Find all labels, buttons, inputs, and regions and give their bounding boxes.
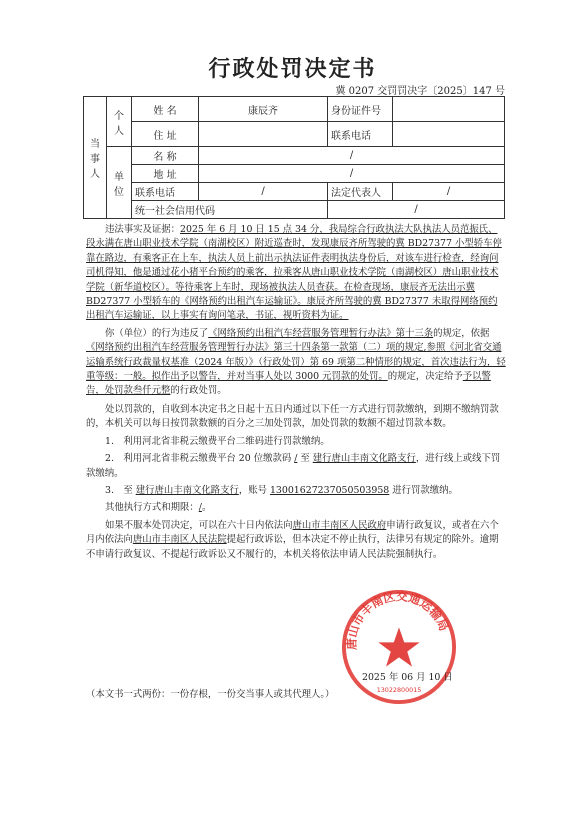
payment-intro: 处以罚款的，自收到本决定书之日起十五日内通过以下任一方式进行罚款缴纳，到期不缴纳罚款的，本机关可以每日按罚款数额的百分之三加处罚款，加处罚款的数额不超过罚款本数。: [86, 403, 499, 430]
svg-text:13022800015: 13022800015: [376, 686, 422, 695]
penalty-decision: 予以警告，处罚款叁仟元整: [86, 371, 491, 397]
payment-method-2: 2. 利用河北省非税云缴费平台 20 位缴款码 / 至 建行唐山丰南文化路支行，进行线上或线下罚款缴纳。: [86, 453, 501, 479]
svg-text:唐山市丰南区交通运输局: 唐山市丰南区交通运输局: [344, 589, 452, 650]
legal-rep-value: /: [393, 183, 505, 201]
issue-date: 2025 年 06 月 10 日: [362, 672, 453, 683]
other-execution: 其他执行方式和期限：/。: [105, 502, 212, 514]
payment-method-3: 3. 至 建行唐山丰南文化路支行，账号 13001627237050503958 进行罚款缴纳。: [105, 484, 458, 496]
party-info-table: [83, 96, 505, 219]
credit-code-label: 统一社会信用代码: [132, 201, 328, 219]
name-value: 康辰齐: [199, 97, 328, 122]
footer-note: （本文书一式两份：一份存根，一份交当事人或其代理人。）: [86, 689, 335, 700]
phone-label: 联系电话: [328, 122, 393, 147]
bank-name: 建行唐山丰南文化路支行: [312, 453, 416, 465]
document-number: 冀 0207 交罚罚决字〔2025〕147 号: [335, 86, 505, 97]
credit-code-value: /: [328, 201, 505, 219]
payment-method-1: 1. 利用河北省非税云缴费平台二维码进行罚款缴纳。: [105, 435, 330, 447]
phone-value: [393, 122, 505, 147]
document-title: 行政处罚决定书: [208, 57, 377, 82]
unit-phone-value: /: [199, 183, 328, 201]
unit-label: 单位: [107, 147, 132, 219]
name-label: 姓 名: [132, 97, 199, 122]
unit-address-label: 地 址: [132, 165, 199, 183]
unit-name-value: /: [199, 147, 505, 165]
address-label: 住 址: [132, 122, 199, 147]
penalty-basis: 《网络预约出租汽车经营服务管理暂行办法》第三十四条第一款第（二）项的规定,参照《河北省交通运输系统行政裁量权基准（2024 年版）》（行政处罚）第 69 项第二种情形的规定，首次违法行为，轻重等级：一般。拟作出予以警告，并对当事人处以 3000 元罚款的处罚。: [86, 342, 506, 383]
party-label: 当事人: [84, 97, 107, 219]
legal-rep-label: 法定代表人: [328, 183, 393, 201]
facts-text: 2025 年 6 月 10 日 15 点 34 分，我局综合行政执法大队执法人员范振氏、段永满在唐山职业技术学院（南湖校区）附近巡查时，发现康辰齐所驾驶的冀 BD27377 小型轿车停靠在路边，有乘客正在上车，执法人员上前出示执法证件表明执法身份后，对该车进行检查，经询问司机得知，他是通过花小猪平台预约的乘客，拉乘客从唐山职业技术学院（南湖校区）唐山职业技术学院（新华道校区）。等待乘客上车时，现场被执法人员查获。在检查现场，康辰齐无法出示冀 BD27377 小型轿车的《网络预约出租汽车运输证》。康辰齐所驾驶的冀 BD27377 未取得网络预约出租汽车运输证，以上事实有询问笔录，书证，视听资料为证。: [86, 224, 502, 322]
violated-law: 《网络预约出租汽车经营服务管理暂行办法》第十三条: [208, 327, 434, 339]
id-value: [393, 97, 505, 122]
appeal-paragraph: 如果不服本处罚决定，可以在六十日内依法向唐山市丰南区人民政府申请行政复议，或者在六个月内依法向唐山市丰南区人民法院提起行政诉讼，但本决定不停止执行，法律另有规定的除外。逾期不申请行政复议、不提起行政诉讼又不履行的，本机关将依法申请人民法院强制执行。: [86, 519, 499, 560]
violation-paragraph: 你（单位）的行为违反了《网络预约出租汽车经营服务管理暂行办法》第十三条的规定，依据《网络预约出租汽车经营服务管理暂行办法》第三十四条第一款第（二）项的规定,参照《河北省交通运输系统行政裁量权基准（2024 年版）》（行政处罚）第 69 项第二种情形的规定，首次违法行为，轻重等级：一般。拟作出予以警告，并对当事人处以 3000 元罚款的处罚。的规定，决定给予予以警告，处罚款叁仟元整的行政处罚。: [86, 327, 506, 397]
unit-phone-label: 联系电话: [132, 183, 199, 201]
document-body: [86, 223, 506, 562]
unit-name-label: 名 称: [132, 147, 199, 165]
individual-label: 个人: [107, 97, 132, 147]
id-label: 身份证件号: [328, 97, 393, 122]
unit-address-value: /: [199, 165, 505, 183]
bank-account: 13001627237050503958: [269, 484, 390, 496]
official-seal: [340, 588, 458, 706]
address-value: [199, 122, 328, 147]
facts-paragraph: 违法事实及证据：2025 年 6 月 10 日 15 点 34 分，我局综合行政执法大队执法人员范振氏、段永满在唐山职业技术学院（南湖校区）附近巡查时，发现康辰齐所驾驶的冀 BD27377 小型轿车停靠在路边，有乘客正在上车，执法人员上前出示执法证件表明执法身份后，对该车进行检查，经询问司机得知，他是通过花小猪平台预约的乘客，拉乘客从唐山职业技术学院（南湖校区）唐山职业技术学院（新华道校区）。等待乘客上车时，现场被执法人员查获。在检查现场，康辰齐无法出示冀 BD27377 小型轿车的《网络预约出租汽车运输证》。康辰齐所驾驶的冀 BD27377 未取得网络预约出租汽车运输证，以上事实有询问笔录，书证，视听资料为证。: [86, 224, 502, 322]
